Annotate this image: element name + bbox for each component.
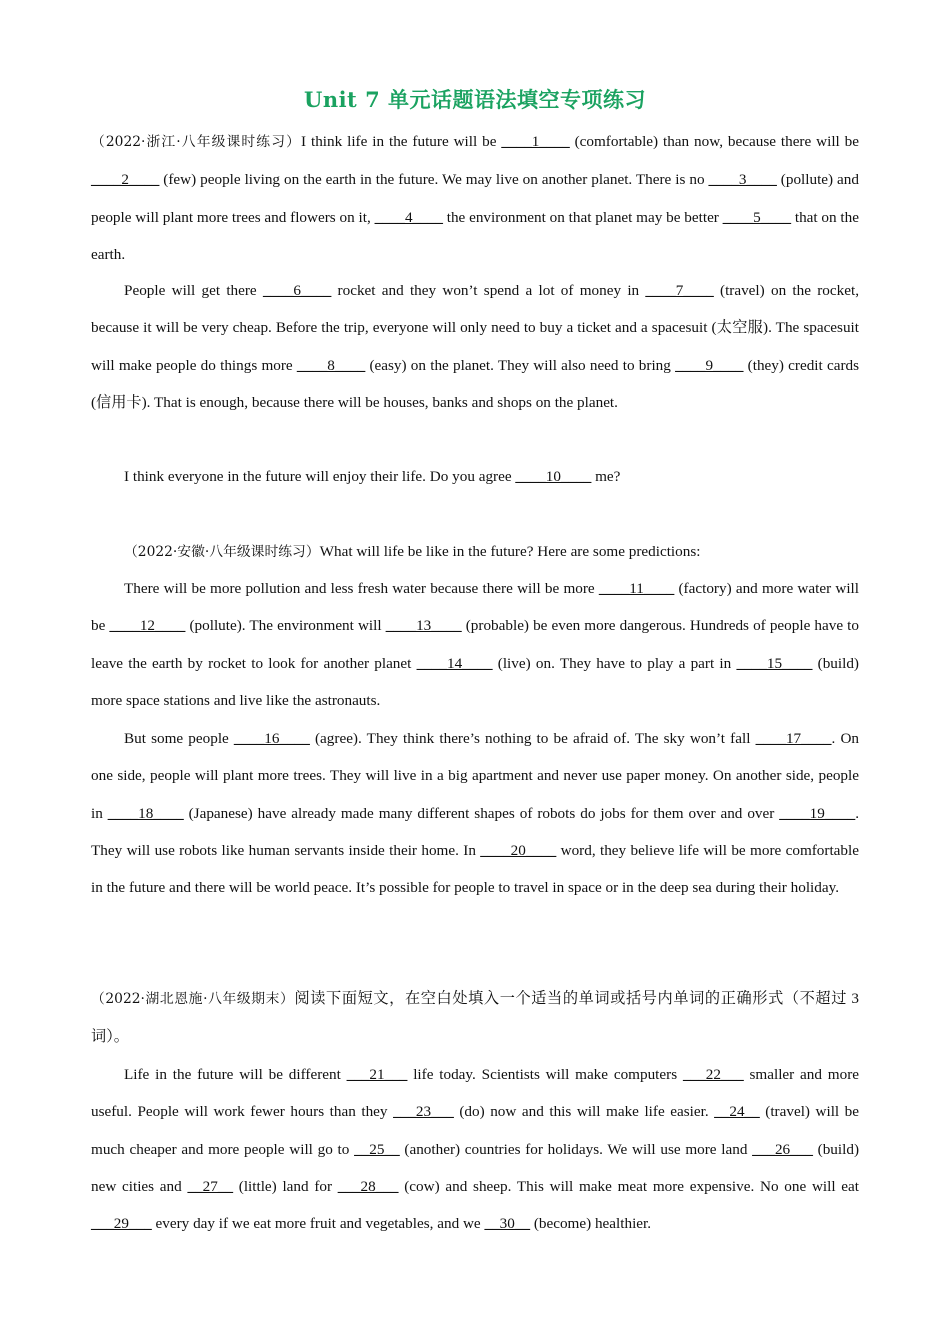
blank-26[interactable]: ___26___ xyxy=(752,1140,813,1158)
passage-2-paragraph-1 xyxy=(91,570,859,719)
passage-1-paragraph-1 xyxy=(91,123,859,273)
blank-6[interactable]: ____6____ xyxy=(262,282,332,299)
passage-text: (travel) on the rocket, because it will be very cheap. Before the trip, everyone will only need to buy a ticket and a spacesuit (太空服). The spacesuit will make people do things more xyxy=(91,282,859,374)
passage-text: (factory) and more water will be xyxy=(91,580,859,635)
passage-text: . They will use robots like human servants inside their home. In xyxy=(91,804,859,859)
passage-text: smaller and more useful. People will work fewer hours than they xyxy=(91,1066,859,1121)
blank-17[interactable]: ____17____ xyxy=(755,730,832,747)
passage-text: (little) land for xyxy=(233,1177,338,1195)
blank-20[interactable]: ____20____ xyxy=(480,841,557,859)
passage-3-paragraph-1 xyxy=(91,1056,859,1242)
blank-29[interactable]: ___29___ xyxy=(91,1215,152,1233)
passage-1-paragraph-3 xyxy=(91,458,859,495)
passage-text: (Japanese) have already made many different shapes of robots do jobs for them over and over xyxy=(183,804,780,822)
passage-text: (probable) be even more dangerous. Hundreds of people have to leave the earth by rocket to look for another planet xyxy=(91,617,859,672)
blank-21[interactable]: ___21___ xyxy=(346,1066,408,1083)
blank-2[interactable]: ____2____ xyxy=(91,171,160,189)
passage-text: (pollute) and people will plant more trees and flowers on it, xyxy=(91,171,859,226)
passage-text: every day if we eat more fruit and vegetables, and we xyxy=(151,1215,485,1233)
blank-27[interactable]: __27__ xyxy=(187,1177,234,1195)
blank-14[interactable]: ____14____ xyxy=(416,654,493,672)
passage-text: But some people xyxy=(124,730,234,747)
blank-7[interactable]: ____7____ xyxy=(645,282,714,299)
blank-12[interactable]: ____12____ xyxy=(109,617,186,635)
passage-text: (live) on. They have to play a part in xyxy=(492,654,737,672)
passage-text: There will be more pollution and less fresh water because there will be more xyxy=(124,580,599,597)
passage-text: (comfortable) than now, because there will be xyxy=(569,133,859,150)
blank-15[interactable]: ____15____ xyxy=(736,654,813,672)
source-citation: （2022·安徽·八年级课时练习） xyxy=(124,544,320,560)
passage-text: What will life be like in the future? Here are some predictions: xyxy=(319,543,701,560)
blank-10[interactable]: ____10____ xyxy=(515,468,592,485)
passage-1-paragraph-2 xyxy=(91,272,859,421)
passage-text: (pollute). The environment will xyxy=(185,617,386,635)
blank-19[interactable]: ____19____ xyxy=(779,804,856,822)
passage-text: People will get there xyxy=(124,282,263,299)
blank-16[interactable]: ____16____ xyxy=(233,730,310,747)
source-citation: （2022·浙江·八年级课时练习） xyxy=(91,134,302,150)
passage-text: rocket and they won’t spend a lot of money in xyxy=(331,282,646,299)
passage-text: (cow) and sheep. This will make meat more expensive. No one will eat xyxy=(398,1177,859,1195)
blank-28[interactable]: ___28___ xyxy=(337,1177,399,1195)
blank-8[interactable]: ____8____ xyxy=(296,356,366,374)
blank-9[interactable]: ____9____ xyxy=(675,356,744,374)
blank-22[interactable]: ___22___ xyxy=(682,1066,744,1083)
blank-1[interactable]: ____1____ xyxy=(501,133,570,150)
passage-text: me? xyxy=(591,468,621,485)
blank-13[interactable]: ____13____ xyxy=(385,617,462,635)
blank-18[interactable]: ____18____ xyxy=(107,804,184,822)
passage-text: (do) now and this will make life easier. xyxy=(453,1103,715,1121)
passage-text: life today. Scientists will make computers xyxy=(407,1066,683,1083)
blank-23[interactable]: ___23___ xyxy=(393,1103,454,1121)
passage-text: word, they believe life will be more comfortable in the future and there will be world peace. It’s possible for people to travel in space or in the deep sea during their holiday. xyxy=(91,841,859,897)
passage-2-intro xyxy=(91,533,859,571)
passage-text: I think everyone in the future will enjoy their life. Do you agree xyxy=(124,468,516,485)
passage-text: (build) more space stations and live like the astronauts. xyxy=(91,654,859,709)
passage-text: (agree). They think there’s nothing to be afraid of. The sky won’t fall xyxy=(309,730,756,747)
passage-3-instructions xyxy=(91,980,859,1056)
passage-text: (few) people living on the earth in the future. We may live on another planet. There is no xyxy=(159,171,709,189)
passage-text: the environment on that planet may be better xyxy=(442,208,723,226)
passage-text: (another) countries for holidays. We will use more land xyxy=(399,1140,753,1158)
passage-text: . On one side, people will plant more trees. They will live in a big apartment and never use paper money. On another side, people in xyxy=(91,730,860,822)
blank-3[interactable]: ____3____ xyxy=(708,171,777,189)
passage-text: (they) credit cards (信用卡). That is enough, because there will be houses, banks and shops on the planet. xyxy=(91,356,860,411)
blank-25[interactable]: __25__ xyxy=(354,1140,400,1158)
blank-24[interactable]: __24__ xyxy=(714,1103,760,1121)
blank-4[interactable]: ____4____ xyxy=(374,208,443,226)
passage-text: Life in the future will be different xyxy=(124,1066,347,1083)
blank-5[interactable]: ____5____ xyxy=(722,208,792,226)
passage-text: (travel) will be much cheaper and more people will go to xyxy=(91,1103,860,1158)
blank-11[interactable]: ____11____ xyxy=(598,580,675,597)
passage-text: that on the earth. xyxy=(91,208,859,263)
page-title: Unit 7 单元话题语法填空专项练习 xyxy=(304,87,646,112)
passage-text: (easy) on the planet. They will also need to bring xyxy=(365,356,676,374)
blank-30[interactable]: __30__ xyxy=(484,1215,531,1233)
passage-text: (build) new cities and xyxy=(91,1140,859,1195)
passage-text: 阅读下面短文，在空白处填入一个适当的单词或括号内单词的正确形式（不超过 3 词）。 xyxy=(91,990,859,1046)
source-citation: （2022·湖北恩施·八年级期末） xyxy=(91,991,295,1007)
passage-2-paragraph-2 xyxy=(91,720,859,906)
passage-text: I think life in the future will be xyxy=(301,133,502,150)
passage-text: (become) healthier. xyxy=(530,1215,652,1233)
